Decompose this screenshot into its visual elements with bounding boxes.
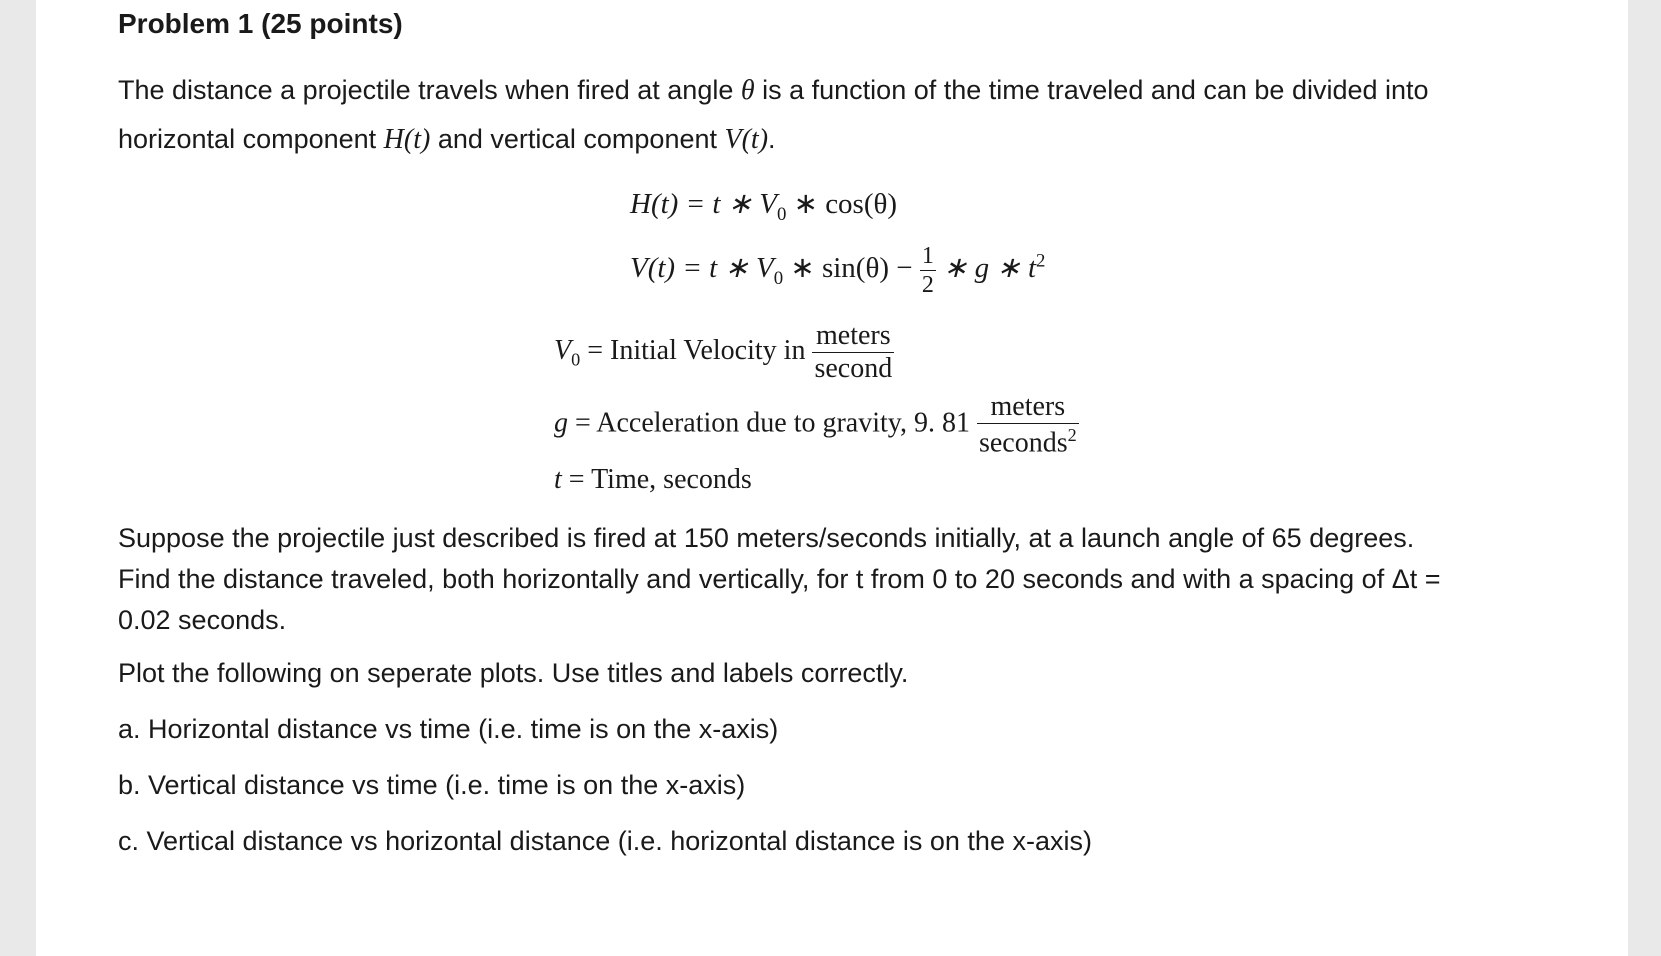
t-text: = Time, seconds (561, 464, 752, 495)
horizontal-equation (630, 186, 897, 226)
v-eq-subscript: 0 (773, 267, 784, 289)
setup-line-2: Find the distance traveled, both horizontally and vertically, for t from 0 to 20 seconds and with a spacing of Δt = (118, 564, 1441, 594)
list-item-b: b. Vertical distance vs time (i.e. time is on the x-axis) (118, 770, 746, 800)
v-eq-superscript: 2 (1036, 250, 1046, 272)
theta-symbol: θ (740, 75, 755, 106)
g-unit-fraction (977, 393, 1079, 457)
intro-text-2: is a function of the time traveled and can be divided into (754, 75, 1429, 105)
half-fraction (920, 244, 936, 297)
v-eq-mid: ∗ sin(θ) − (783, 252, 920, 285)
t-symbol: t (554, 464, 562, 495)
v-function-inline: V(t) (724, 124, 769, 155)
intro-paragraph (118, 66, 1429, 164)
v0-symbol: V (554, 334, 572, 366)
half-denominator: 2 (921, 272, 934, 298)
intro-text-5: . (768, 124, 776, 154)
vertical-equation (630, 244, 1045, 297)
half-numerator: 1 (921, 243, 934, 269)
definition-t (554, 464, 752, 496)
definition-v0 (554, 322, 894, 383)
g-unit-denominator-text: seconds (978, 427, 1068, 459)
v0-unit-denominator: second (814, 353, 893, 384)
v0-subscript: 0 (571, 349, 581, 370)
v-eq-lhs: V(t) = t ∗ V (630, 252, 774, 285)
g-unit-superscript: 2 (1067, 425, 1077, 445)
instruction-paragraph: Plot the following on seperate plots. Use titles and labels correctly. (118, 658, 909, 688)
definition-g (554, 393, 1079, 457)
g-unit-numerator: meters (977, 393, 1079, 424)
intro-text-4: and vertical component (430, 124, 725, 154)
v0-unit-numerator: meters (812, 322, 894, 353)
v-eq-rhs: ∗ g ∗ t (935, 252, 1037, 285)
h-function-inline: H(t) (383, 124, 431, 155)
document-page (36, 0, 1628, 956)
intro-text-1: The distance a projectile travels when fired at angle (118, 75, 741, 105)
setup-paragraph (118, 518, 1441, 641)
list-item-a: a. Horizontal distance vs time (i.e. time is on the x-axis) (118, 714, 779, 744)
g-unit-denominator (977, 424, 1079, 457)
h-eq-subscript: 0 (776, 203, 787, 225)
g-text: = Acceleration due to gravity, 9. 81 (568, 407, 977, 439)
v0-text: = Initial Velocity in (580, 334, 813, 366)
problem-title: Problem 1 (25 points) (118, 8, 403, 39)
intro-text-3: horizontal component (118, 124, 384, 154)
setup-line-3: 0.02 seconds. (118, 605, 287, 635)
setup-line-1: Suppose the projectile just described is fired at 150 meters/seconds initially, at a launch angle of 65 degrees. (118, 523, 1415, 553)
h-eq-lhs: H(t) = t ∗ V (630, 188, 777, 220)
h-eq-rhs: ∗ cos(θ) (786, 188, 898, 220)
v0-unit-fraction (812, 322, 894, 383)
g-symbol: g (554, 407, 568, 439)
list-item-c: c. Vertical distance vs horizontal distance (i.e. horizontal distance is on the x-axis) (118, 826, 1092, 856)
